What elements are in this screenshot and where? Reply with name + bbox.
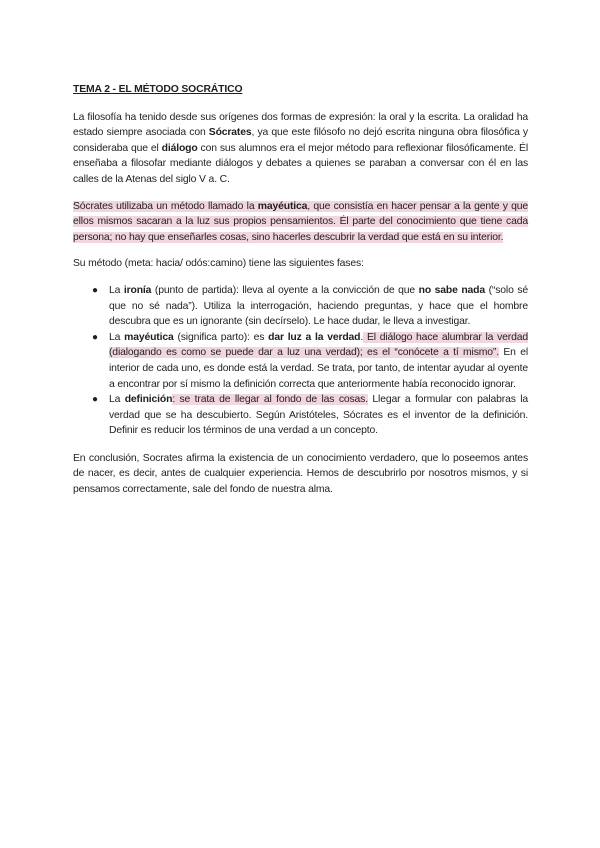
definicion-highlight: : se trata de llegar al fondo de las cosas.	[172, 394, 368, 406]
ironia-text-3: (“solo sé que no sé nada”). Utiliza la interrogación, haciendo preguntas, y hace que el hombre descubra que es un ignorante (sin decírselo). Le hace dudar, le lleva a investigar.	[109, 284, 528, 328]
conclusion-paragraph: En conclusión, Socrates afirma la existencia de un conocimiento verdadero, que lo poseemos antes de nacer, es decir, antes de cualquier experiencia. Hemos de descubrirlo por nosotros mismos, y si pensamos correctamente, sale del fondo de nuestra alma.	[73, 452, 528, 496]
intro-bold-dialogo: diálogo	[161, 142, 198, 154]
mayeutica-highlight	[73, 201, 528, 243]
phases-list	[73, 283, 528, 439]
ironia-text-2: (punto de partida): lleva al oyente a la convicción de que	[151, 284, 419, 296]
mayeutica-paragraph	[73, 199, 528, 246]
definicion-text-2: Llegar a formular con palabras la verdad que se ha descubierto. Según Aristóteles, Sócrates es el inventor de la definición. Definir es reducir los términos de una verdad a un concepto.	[109, 394, 528, 437]
mayeutica-phase-bold-verdad: dar luz a la verdad	[268, 331, 361, 343]
document-title: TEMA 2 - EL MÉTODO SOCRÁTICO	[73, 84, 243, 95]
intro-text-2: , ya que este filósofo no dejó escrita ninguna obra filosófica y consideraba que el	[73, 127, 528, 154]
intro-text-3: con sus alumnos era el mejor método para reflexionar filosóficamente. Él enseñaba a filosofar mediante diálogos y debates a quienes se paraban a conversar con él en las calles de la Atenas del siglo V a. C.	[73, 142, 528, 185]
mayeutica-phase-text-4: En el interior de cada uno, es donde está la verdad. Se trata, por tanto, de intentar ayudar al oyente a encontrar por sí mismo la definición correcta que anteriormente había reconocido ignorar.	[109, 347, 528, 390]
list-item	[92, 392, 528, 439]
mayeutica-phase-highlight: El diálogo hace alumbrar la verdad (dialogando es como se puede dar a luz una verdad); es el “conócete a tí mismo”.	[109, 331, 528, 359]
mayeutica-phase-text-3: .	[360, 331, 364, 343]
mayeutica-phase-text-1: La	[109, 331, 125, 343]
list-item	[92, 330, 528, 392]
ironia-bold: ironía	[123, 284, 152, 296]
bullet-icon: ●	[92, 394, 98, 406]
intro-paragraph	[73, 110, 528, 188]
bullet-icon: ●	[92, 284, 98, 296]
list-item	[92, 283, 528, 330]
mayeutica-bold: mayéutica	[257, 200, 308, 212]
intro-bold-socrates: Sócrates	[208, 127, 252, 139]
ironia-text-1: La	[109, 284, 124, 296]
method-intro: Su método (meta: hacia/ odós:camino) tiene las siguientes fases:	[73, 258, 364, 270]
mayeutica-phase-bold: mayéutica	[124, 331, 174, 343]
intro-text-1: La filosofía ha tenido desde sus orígenes dos formas de expresión: la oral y la escrita. La oralidad ha estado siempre asociada con	[73, 111, 528, 139]
mayeutica-phase-text-2: (significa parto): es	[173, 331, 269, 343]
mayeutica-text-1: Sócrates utilizaba un método llamado la	[73, 200, 258, 212]
definicion-text-1: La	[109, 394, 125, 406]
definicion-bold: definición	[124, 394, 173, 406]
ironia-bold-no-sabe-nada: no sabe nada	[418, 284, 485, 296]
mayeutica-text-2: , que consistía en hacer pensar a la gente y que ellos mismos sacaran a la luz sus propios pensamientos. Él parte del conocimiento que tiene cada persona; no hay que enseñarles cosas, sino hacerles descubrir la verdad que está en su interior.	[73, 200, 528, 243]
bullet-icon: ●	[92, 331, 98, 343]
